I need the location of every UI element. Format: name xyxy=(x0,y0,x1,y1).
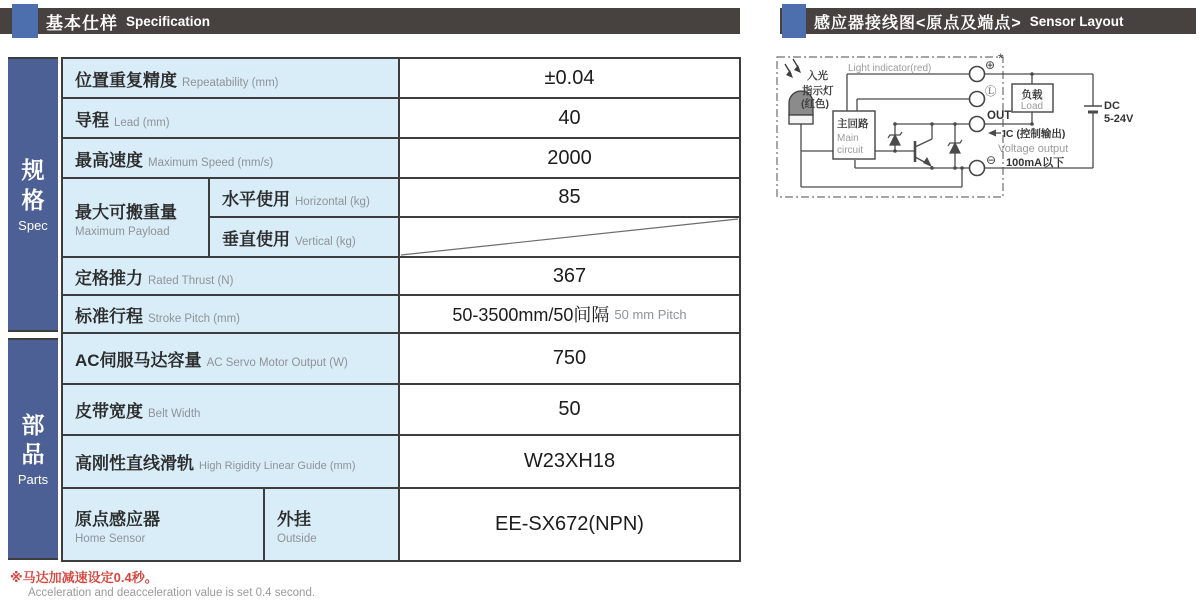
terminal-minus-icon xyxy=(970,161,985,176)
label-en: Repeatability (mm) xyxy=(182,76,279,89)
label-zh: 导程 xyxy=(75,110,109,130)
value-belt: 50 xyxy=(400,385,739,434)
value-guide: W23XH18 xyxy=(400,436,739,487)
spec-char: 格 xyxy=(21,186,45,213)
label-en: AC Servo Motor Output (W) xyxy=(206,357,348,369)
row-label-home-sensor xyxy=(63,489,263,560)
stroke-value-zh: 50-3500mm/50间隔 xyxy=(452,305,610,325)
label-en: Belt Width xyxy=(148,408,201,420)
sensor-header-title-zh: 感应器接线图<原点及端点> xyxy=(814,14,1022,32)
row-label-guide xyxy=(63,436,398,487)
transistor-emitter-arrow xyxy=(923,157,932,167)
label-en: High Rigidity Linear Guide (mm) xyxy=(199,460,356,472)
label-en: Vertical (kg) xyxy=(295,235,356,248)
row-label-belt xyxy=(63,385,398,434)
spec-table xyxy=(61,57,741,562)
dc-label-2: 5-24V xyxy=(1104,113,1134,125)
label-zh: 最大可搬重量 xyxy=(75,202,177,222)
asterisk-label: * xyxy=(998,50,1004,66)
stroke-value-en: 50 mm Pitch xyxy=(614,306,687,322)
current-limit-label: 100mA以下 xyxy=(1006,157,1065,169)
value-thrust: 367 xyxy=(400,258,739,294)
label-zh: 原点感应器 xyxy=(75,509,160,529)
label-zh: 水平使用 xyxy=(222,190,290,209)
spec-header-bar xyxy=(0,8,740,34)
terminal-circles xyxy=(970,67,985,176)
value-vertical-na xyxy=(400,218,739,256)
battery-icon xyxy=(1084,106,1102,112)
label-en: Lead (mm) xyxy=(114,116,170,129)
label-zh: AC伺服马达容量 xyxy=(75,351,202,370)
row-label-vertical xyxy=(210,218,398,256)
main-circuit-en-label-1: Main xyxy=(837,133,859,144)
incident-light-label: 入光 xyxy=(807,70,828,82)
diagonal-slash-icon xyxy=(400,218,739,256)
row-label-max-speed xyxy=(63,139,398,177)
label-zh: 垂直使用 xyxy=(222,229,290,249)
load-zh-label: 负载 xyxy=(1021,89,1043,101)
terminal-out-label: OUT xyxy=(987,110,1012,122)
sensor-header-title-en: Sensor Layout xyxy=(1029,13,1124,29)
light-indicator-en-label: Light indicator(red) xyxy=(848,63,932,74)
label-zh: 皮带宽度 xyxy=(75,402,143,421)
terminal-light-label: Ⓛ xyxy=(985,86,997,98)
terminal-minus-label: ⊖ xyxy=(986,153,997,167)
sidebar-section-spec xyxy=(8,57,58,332)
value-repeatability: ±0.04 xyxy=(400,59,739,97)
row-label-horizontal xyxy=(210,179,398,216)
label-zh: 最高速度 xyxy=(75,150,143,170)
load-en-label: Load xyxy=(1020,101,1044,112)
ic-output-label: IC (控制输出) xyxy=(1003,128,1066,140)
label-zh: 定格推力 xyxy=(75,268,143,288)
spec-header-title-zh: 基本仕样 xyxy=(46,13,118,33)
row-label-motor xyxy=(63,334,398,383)
accent-square-icon xyxy=(12,4,38,38)
label-zh: 外挂 xyxy=(277,509,311,529)
footnote-zh: ※马达加减速设定0.4秒。 xyxy=(10,570,158,585)
value-horizontal: 85 xyxy=(400,179,739,216)
value-home-sensor: EE-SX672(NPN) xyxy=(400,489,739,560)
label-en: Stroke Pitch (mm) xyxy=(148,312,241,325)
sidebar-section-parts xyxy=(8,338,58,560)
label-en: Home Sensor xyxy=(75,532,146,545)
row-label-outside xyxy=(265,489,398,560)
value-motor: 750 xyxy=(400,334,739,383)
main-circuit-zh-label: 主回路 xyxy=(837,118,869,130)
terminal-plus-icon xyxy=(970,67,985,82)
label-en: Outside xyxy=(277,532,317,545)
main-circuit-en-label-2: circuit xyxy=(837,145,864,156)
footnote-en: Acceleration and deacceleration value is set 0.4 second. xyxy=(28,587,316,599)
sensor-wiring-diagram xyxy=(770,45,1200,210)
label-zh: 标准行程 xyxy=(75,306,143,326)
spec-label-en: Spec xyxy=(18,217,48,233)
row-label-lead xyxy=(63,99,398,137)
parts-char: 品 xyxy=(21,441,45,467)
row-label-payload xyxy=(63,179,208,256)
voltage-output-label: Voltage output xyxy=(998,143,1069,155)
label-zh: 高刚性直线滑轨 xyxy=(75,454,194,473)
value-max-speed: 2000 xyxy=(400,139,739,177)
label-en: Maximum Speed (mm/s) xyxy=(148,156,274,169)
incident-light-arrows-icon xyxy=(785,59,801,78)
label-en: Rated Thrust (N) xyxy=(148,274,234,287)
row-label-thrust xyxy=(63,258,398,294)
indicator-label: 指示灯 xyxy=(802,85,834,97)
label-en: Maximum Payload xyxy=(75,225,170,238)
row-label-repeatability xyxy=(63,59,398,97)
spec-char: 规 xyxy=(21,157,45,184)
label-en: Horizontal (kg) xyxy=(295,196,370,208)
value-lead: 40 xyxy=(400,99,739,137)
row-label-stroke xyxy=(63,296,398,332)
terminal-light-icon xyxy=(970,92,985,107)
spec-header-title-en: Specification xyxy=(126,13,211,29)
terminal-out-icon xyxy=(970,117,985,132)
dc-label-1: DC xyxy=(1104,100,1120,112)
sensor-header-bar xyxy=(780,8,1196,34)
parts-char: 部 xyxy=(21,411,45,438)
label-zh: 位置重复精度 xyxy=(75,70,177,90)
indicator-color-label: (红色) xyxy=(801,98,829,110)
ic-arrow-icon xyxy=(988,130,996,137)
accent-square-icon xyxy=(782,4,806,38)
value-stroke xyxy=(400,296,739,332)
terminal-plus-label: ⊕ xyxy=(985,58,996,72)
parts-label-en: Parts xyxy=(17,472,49,488)
